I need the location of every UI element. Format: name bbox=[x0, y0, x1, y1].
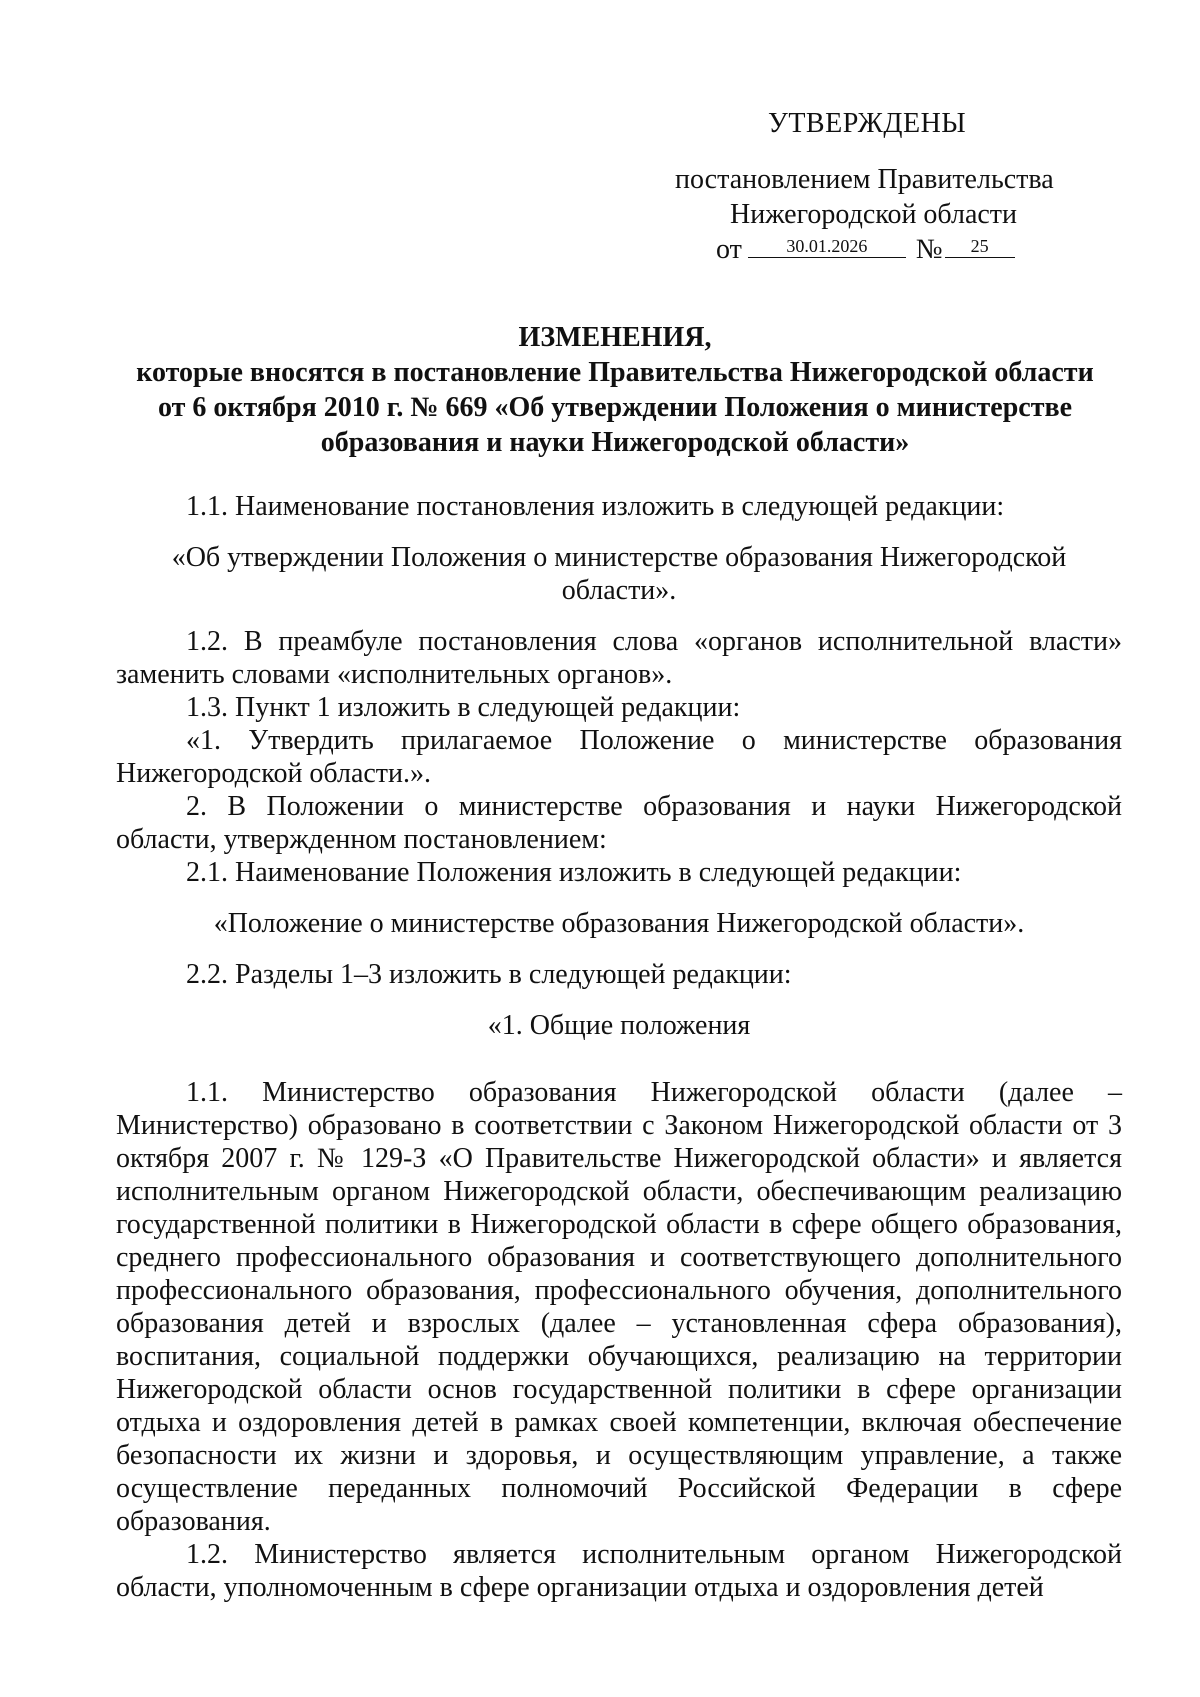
approval-date: 30.01.2026 bbox=[748, 235, 906, 258]
paragraph-2: 2. В Положении о министерстве образования и науки Нижегородской области, утвержденном постановлением: bbox=[116, 791, 1122, 855]
quote-point-1: «1. Утвердить прилагаемое Положение о министерстве образования Нижегородской области.». bbox=[116, 725, 1122, 789]
from-label: от bbox=[716, 234, 742, 265]
title-line-3: образования и науки Нижегородской области» bbox=[320, 427, 910, 458]
approval-date-number-line bbox=[716, 234, 1015, 266]
approval-line-resolution: постановлением Правительства bbox=[675, 164, 1054, 195]
approval-number: 25 bbox=[945, 235, 1015, 258]
paragraph-1-1: 1.1. Наименование постановления изложить в следующей редакции: bbox=[186, 491, 1005, 522]
paragraph-1-2: 1.2. В преамбуле постановления слова «органов исполнительной власти» заменить словами «исполнительных органов». bbox=[116, 626, 1122, 690]
paragraph-1-3: 1.3. Пункт 1 изложить в следующей редакции: bbox=[186, 692, 741, 723]
approval-stamp-heading: УТВЕРЖДЕНЫ bbox=[768, 108, 967, 139]
approval-line-region: Нижегородской области bbox=[730, 199, 1018, 230]
number-label: № bbox=[915, 234, 943, 265]
document-title bbox=[110, 320, 1120, 460]
paragraph-2-2: 2.2. Разделы 1–3 изложить в следующей редакции: bbox=[186, 959, 792, 990]
section-1-2: 1.2. Министерство является исполнительным органом Нижегородской области, уполномоченным в сфере организации отдыха и оздоровления детей bbox=[116, 1539, 1122, 1603]
section-1-1: 1.1. Министерство образования Нижегородской области (далее – Министерство) образовано в соответствии с Законом Нижегородской области от 3 октября 2007 г. № 129-З «О Правительстве Нижегородской области» и является исполнительным органом Нижегородской области, обеспечивающим реализацию государственной политики в Нижегородской области в сфере общего образования, среднего профессионального образования и соответствующего дополнительного профессионального образования, профессионального обучения, дополнительного образования детей и взрослых (далее – установленная сфера образования), воспитания, социальной поддержки обучающихся, реализацию на территории Нижегородской области основ государственной политики в сфере организации отдыха и оздоровления детей в рамках своей компетенции, включая обеспечение безопасности их жизни и здоровья, и осуществляющим управление, а также осуществление переданных полномочий Российской Федерации в сфере образования. bbox=[116, 1077, 1122, 1537]
title-heading: ИЗМЕНЕНИЯ, bbox=[518, 322, 712, 353]
document-body bbox=[116, 490, 1122, 1604]
title-line-2: от 6 октября 2010 г. № 669 «Об утверждении Положения о министерстве bbox=[158, 392, 1072, 423]
title-line-1: которые вносятся в постановление Правительства Нижегородской области bbox=[136, 357, 1094, 388]
paragraph-2-1: 2.1. Наименование Положения изложить в следующей редакции: bbox=[186, 857, 962, 888]
quote-regulation-title: «Положение о министерстве образования Нижегородской области». bbox=[213, 908, 1025, 939]
section-heading: «1. Общие положения bbox=[487, 1010, 751, 1041]
quote-title: «Об утверждении Положения о министерстве образования Нижегородской области». bbox=[171, 542, 1067, 606]
